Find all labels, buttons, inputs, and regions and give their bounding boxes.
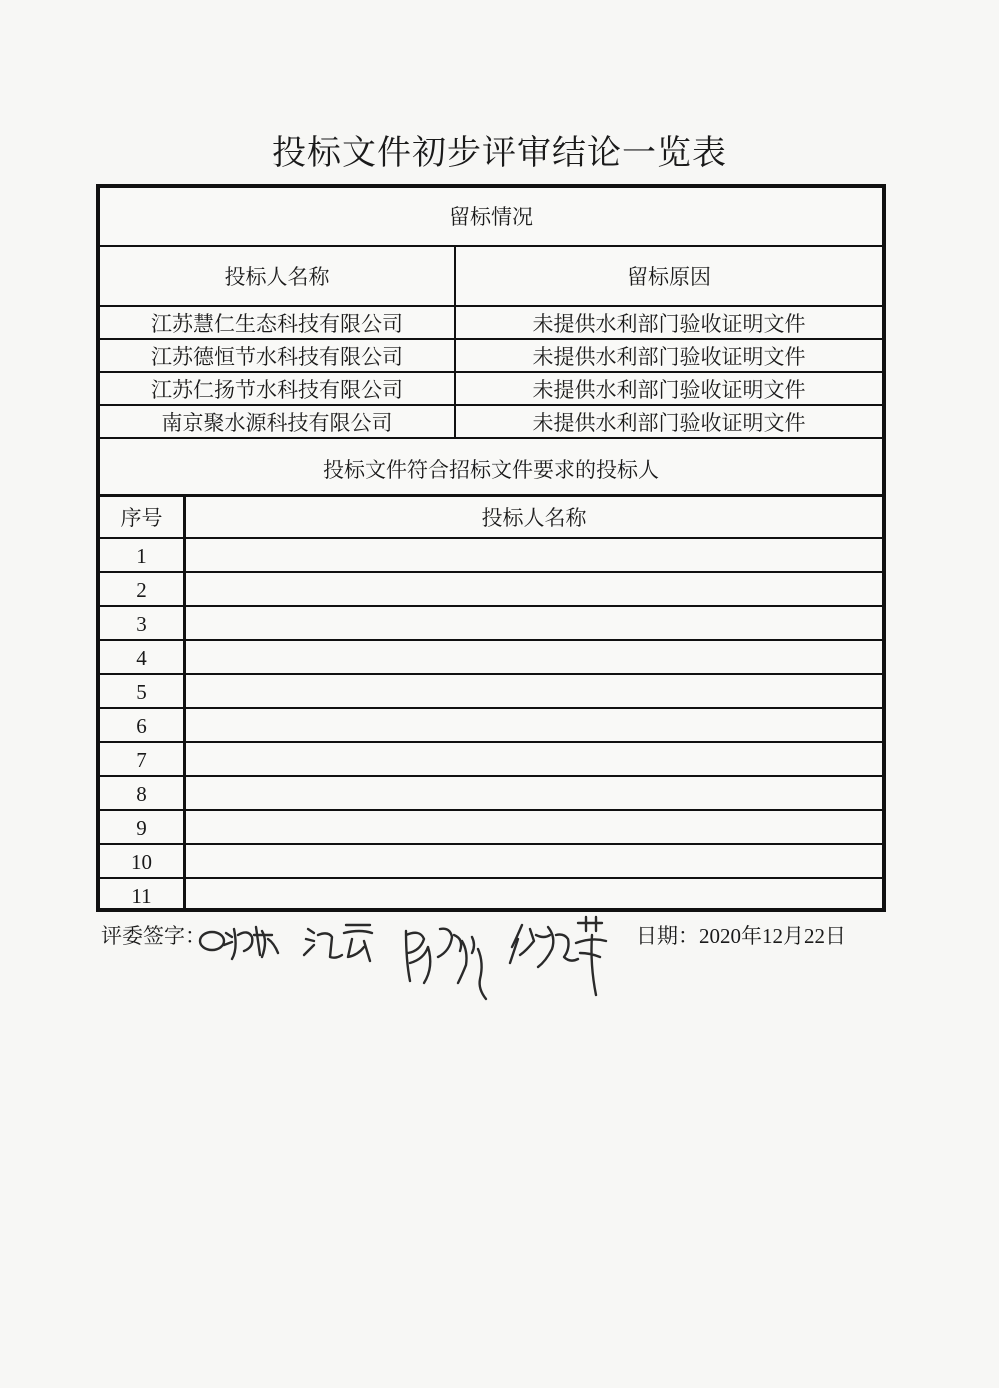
retention-name: 江苏德恒节水科技有限公司 (151, 345, 403, 369)
signature-1 (200, 927, 278, 959)
column-rule (183, 497, 186, 908)
table-rule (100, 371, 882, 373)
qualified-col-no: 序号 (120, 506, 163, 530)
table-rule (100, 741, 882, 743)
page-title: 投标文件初步评审结论一览表 (272, 133, 727, 173)
row-number: 5 (136, 680, 147, 704)
retention-name: 江苏仁扬节水科技有限公司 (151, 378, 403, 402)
table-rule (100, 494, 882, 497)
row-number: 7 (136, 748, 147, 772)
table-rule (100, 437, 882, 439)
retention-reason: 未提供水利部门验收证明文件 (532, 411, 806, 435)
row-number: 3 (136, 612, 147, 636)
retention-reason: 未提供水利部门验收证明文件 (532, 378, 806, 402)
row-number: 9 (136, 816, 147, 840)
evaluation-table (96, 184, 886, 912)
retention-name: 江苏慧仁生态科技有限公司 (151, 312, 403, 336)
retention-col-name: 投标人名称 (224, 265, 330, 289)
table-rule (100, 843, 882, 845)
table-rule (100, 673, 882, 675)
signature-2 (304, 925, 372, 961)
table-rule (100, 571, 882, 573)
row-number: 11 (131, 884, 152, 908)
retention-col-reason: 留标原因 (627, 265, 711, 289)
table-rule (100, 537, 882, 539)
table-rule (100, 877, 882, 879)
qualified-heading: 投标文件符合招标文件要求的投标人 (323, 458, 659, 482)
qualified-col-name: 投标人名称 (481, 506, 587, 530)
retention-heading: 留标情况 (449, 205, 533, 229)
table-rule (100, 707, 882, 709)
table-rule (100, 245, 882, 247)
table-rule (100, 639, 882, 641)
signature-4 (510, 917, 606, 995)
date-value: 2020年12月22日 (699, 924, 846, 948)
table-rule (100, 305, 882, 307)
table-rule (100, 404, 882, 406)
date-label: 日期： (636, 924, 699, 948)
handwritten-signatures (196, 905, 636, 1015)
retention-name: 南京聚水源科技有限公司 (161, 411, 393, 435)
row-number: 2 (136, 578, 147, 602)
retention-reason: 未提供水利部门验收证明文件 (532, 312, 806, 336)
table-rule (100, 775, 882, 777)
row-number: 1 (136, 544, 147, 568)
signature-label: 评委签字： (101, 924, 206, 948)
retention-reason: 未提供水利部门验收证明文件 (532, 345, 806, 369)
signature-3 (406, 929, 486, 999)
row-number: 8 (136, 782, 147, 806)
table-rule (100, 338, 882, 340)
row-number: 4 (136, 646, 147, 670)
row-number: 6 (136, 714, 147, 738)
row-number: 10 (131, 850, 152, 874)
date-field (636, 920, 846, 950)
table-rule (100, 809, 882, 811)
table-rule (100, 605, 882, 607)
